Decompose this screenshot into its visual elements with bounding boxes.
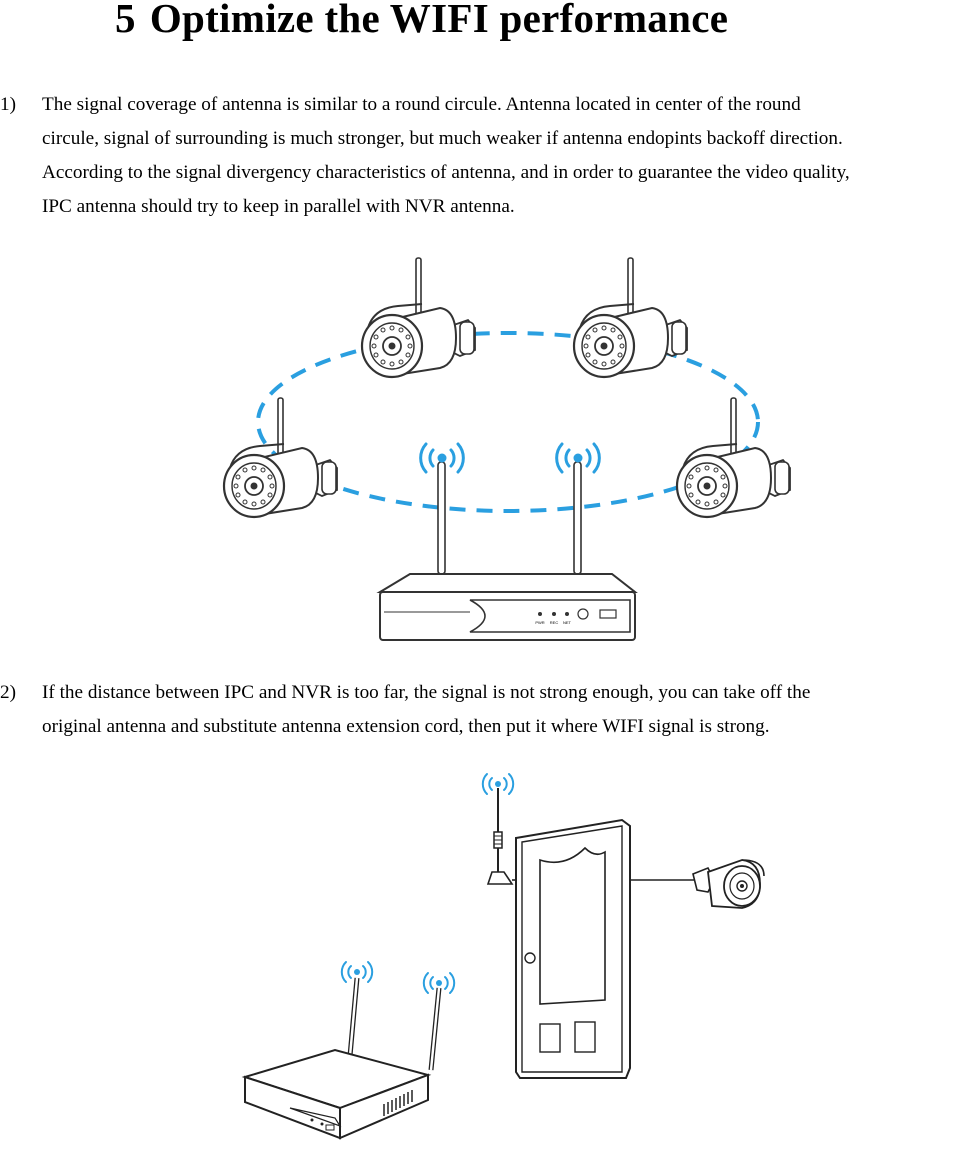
- list-marker: 2): [0, 682, 16, 703]
- led-label-pwr: PWR: [535, 620, 545, 625]
- camera-outdoor: [693, 860, 764, 908]
- section-title: Optimize the WIFI performance: [149, 0, 729, 41]
- text-line: If the distance between IPC and NVR is too far, the signal is not strong enough, you can take off the: [42, 682, 811, 703]
- text-line: original antenna and substitute antenna extension cord, then put it where WIFI signal is strong.: [42, 716, 770, 737]
- led-label-rec: REC: [549, 620, 559, 625]
- door: [516, 820, 630, 1078]
- text-line: circule, signal of surrounding is much stronger, but much weaker if antenna endopints backoff direction.: [42, 128, 843, 149]
- nvr-recorder-isometric: [245, 962, 454, 1138]
- list-marker: 1): [0, 94, 16, 115]
- section-number: 5: [115, 0, 136, 41]
- text-line: IPC antenna should try to keep in parallel with NVR antenna.: [42, 196, 515, 217]
- text-line: According to the signal divergency characteristics of antenna, and in order to guarantee the video quality,: [42, 162, 850, 183]
- door-knob: [525, 953, 535, 963]
- led-label-net: NET: [563, 620, 571, 625]
- text-line: The signal coverage of antenna is similar to a round circule. Antenna located in center of the round: [42, 94, 801, 115]
